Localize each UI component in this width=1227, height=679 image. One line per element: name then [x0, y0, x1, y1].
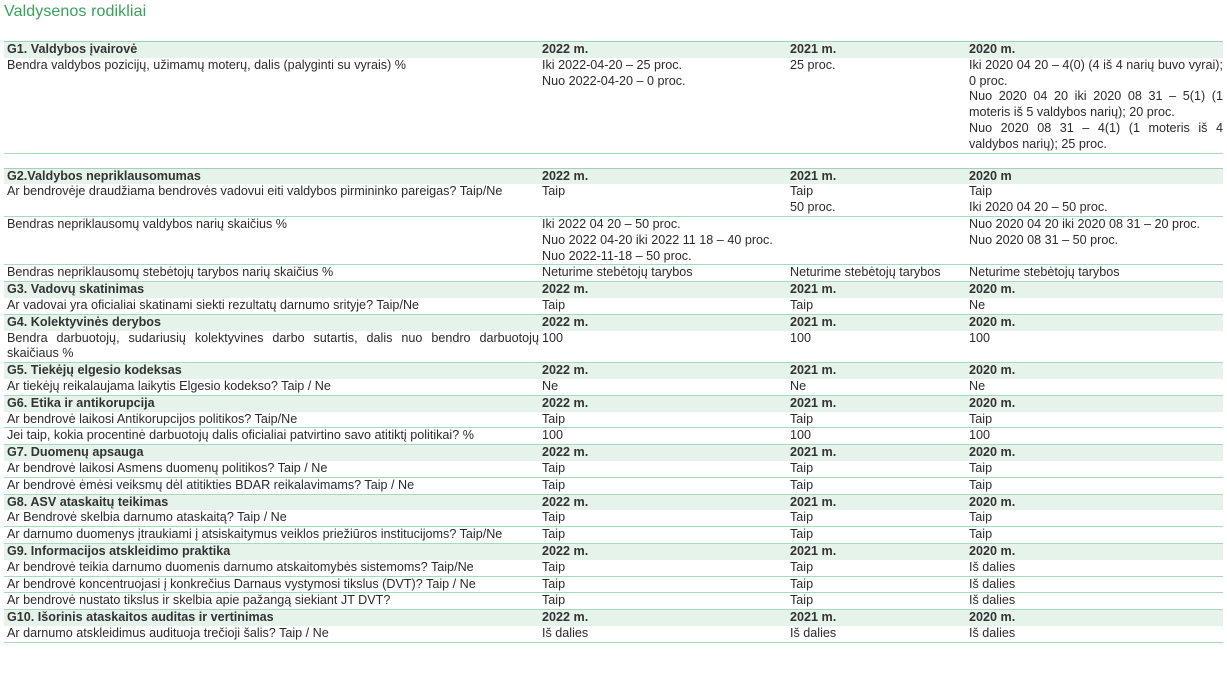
value-cell-y2020 — [966, 626, 1223, 642]
section-header-row — [4, 395, 1223, 411]
value-cell-y2021 — [787, 216, 966, 264]
indicator-question: Ar bendrovė laikosi Asmens duomenų politikos? Taip / Ne — [4, 461, 539, 477]
value-cell-y2022 — [539, 184, 787, 216]
value-cell-y2022 — [539, 461, 787, 477]
value-cell-y2020 — [966, 527, 1223, 544]
value-line: Iki 2022-04-20 – 25 proc. — [542, 57, 683, 72]
section-header-row — [4, 314, 1223, 330]
value-cell-y2022 — [539, 527, 787, 544]
year-header: 2022 m. — [539, 494, 787, 510]
indicator-question: Bendras nepriklausomų valdybos narių skaičius % — [4, 216, 539, 264]
indicator-question: Bendra valdybos pozicijų, užimamų moterų, dalis (palyginti su vyrais) % — [4, 58, 539, 153]
value-line: Neturime stebėtojų tarybos — [790, 265, 941, 280]
value-cell-y2020 — [966, 576, 1223, 593]
table-row — [4, 510, 1223, 526]
indicator-question: Ar bendrovė laikosi Antikorupcijos politikos? Taip/Ne — [4, 412, 539, 428]
value-line: Taip — [542, 559, 566, 574]
value-line: Taip — [542, 593, 566, 608]
value-line: Taip — [969, 527, 993, 542]
year-header: 2021 m. — [787, 363, 966, 379]
year-header: 2021 m. — [787, 282, 966, 298]
spacer-cell — [539, 153, 787, 168]
indicator-question: Ar bendrovėje draudžiama bendrovės vadovui eiti valdybos pirmininko pareigas? Taip/Ne — [4, 184, 539, 216]
value-cell-y2020 — [966, 58, 1223, 153]
table-row — [4, 461, 1223, 477]
value-line: Iki 2022 04 20 – 50 proc. — [542, 216, 681, 231]
value-cell-y2021 — [787, 527, 966, 544]
section-title: G5. Tiekėjų elgesio kodeksas — [4, 363, 539, 379]
value-cell-y2020 — [966, 428, 1223, 445]
year-header: 2022 m. — [539, 314, 787, 330]
year-header: 2021 m. — [787, 610, 966, 626]
value-cell-y2022 — [539, 331, 787, 363]
value-cell-y2020 — [966, 560, 1223, 576]
value-cell-y2021 — [787, 593, 966, 610]
year-header: 2021 m. — [787, 42, 966, 58]
value-line: 50 proc. — [790, 200, 836, 215]
spacer-cell — [4, 153, 539, 168]
section-header-row — [4, 42, 1223, 58]
indicator-question: Ar bendrovė teikia darnumo duomenis darnumo atskaitomybės sistemoms? Taip/Ne — [4, 560, 539, 576]
value-line: Ne — [790, 378, 807, 393]
value-line: Iš dalies — [969, 559, 1016, 574]
year-header: 2020 m — [966, 168, 1223, 184]
section-title: G1. Valdybos įvairovė — [4, 42, 539, 58]
value-line: Taip — [542, 527, 566, 542]
section-header-row — [4, 445, 1223, 461]
value-cell-y2022 — [539, 626, 787, 642]
year-header: 2022 m. — [539, 42, 787, 58]
section-header-row — [4, 363, 1223, 379]
value-line: Taip — [542, 411, 566, 426]
table-row — [4, 331, 1223, 363]
value-cell-y2020 — [966, 331, 1223, 363]
value-line: 100 — [969, 330, 991, 345]
year-header: 2020 m. — [966, 494, 1223, 510]
value-line: Iš dalies — [969, 593, 1016, 608]
value-cell-y2020 — [966, 593, 1223, 610]
value-cell-y2020 — [966, 510, 1223, 526]
value-cell-y2021 — [787, 184, 966, 216]
indicator-question: Ar vadovai yra oficialiai skatinami siekti rezultatų darnumo srityje? Taip/Ne — [4, 298, 539, 314]
value-cell-y2022 — [539, 216, 787, 264]
value-line: Taip — [790, 510, 814, 525]
value-line: Taip — [969, 477, 993, 492]
value-cell-y2022 — [539, 379, 787, 395]
value-line: Taip — [790, 460, 814, 475]
table-row — [4, 298, 1223, 314]
value-line: 100 — [542, 330, 564, 345]
value-cell-y2022 — [539, 560, 787, 576]
value-line: Taip — [790, 527, 814, 542]
section-title: G2.Valdybos nepriklausomumas — [4, 168, 539, 184]
value-cell-y2021 — [787, 560, 966, 576]
value-line: 100 — [790, 428, 812, 443]
value-line: Nuo 2020 08 31 – 50 proc. — [969, 232, 1119, 247]
value-cell-y2022 — [539, 298, 787, 314]
value-line: Taip — [790, 559, 814, 574]
value-cell-y2021 — [787, 331, 966, 363]
value-line: Neturime stebėtojų tarybos — [969, 265, 1120, 280]
value-line: Taip — [790, 184, 814, 199]
section-header-row — [4, 494, 1223, 510]
value-line: Taip — [969, 411, 993, 426]
table-row — [4, 527, 1223, 544]
value-line: Taip — [969, 460, 993, 475]
indicator-question: Jei taip, kokia procentinė darbuotojų dalis oficialiai patvirtino savo atitiktį politikai? % — [4, 428, 539, 445]
value-cell-y2021 — [787, 379, 966, 395]
indicator-question: Ar darnumo atskleidimus audituoja trečioji šalis? Taip / Ne — [4, 626, 539, 642]
indicator-question: Bendra darbuotojų, sudariusių kolektyvines darbo sutartis, dalis nuo bendro darbuotojų skaičiaus % — [4, 331, 539, 363]
section-spacer — [4, 153, 1223, 168]
section-header-row — [4, 543, 1223, 559]
value-line: Iki 2020 04 20 – 4(0) (4 iš 4 narių buvo vyrai); 0 proc. — [969, 57, 1223, 88]
value-line: Taip — [790, 297, 814, 312]
governance-indicators-table — [4, 41, 1223, 643]
section-header-row — [4, 168, 1223, 184]
indicator-question: Ar Bendrovė skelbia darnumo ataskaitą? Taip / Ne — [4, 510, 539, 526]
value-cell-y2020 — [966, 379, 1223, 395]
value-cell-y2021 — [787, 265, 966, 282]
year-header: 2021 m. — [787, 445, 966, 461]
value-line: Iš dalies — [542, 625, 589, 640]
value-line: Nuo 2022-04-20 – 0 proc. — [542, 73, 686, 88]
value-cell-y2021 — [787, 298, 966, 314]
indicator-question: Ar bendrovė nustato tikslus ir skelbia apie pažangą siekiant JT DVT? — [4, 593, 539, 610]
value-cell-y2021 — [787, 461, 966, 477]
value-line: Taip — [542, 510, 566, 525]
table-row — [4, 626, 1223, 642]
year-header: 2022 m. — [539, 610, 787, 626]
indicator-question: Ar tiekėjų reikalaujama laikytis Elgesio kodekso? Taip / Ne — [4, 379, 539, 395]
value-cell-y2022 — [539, 593, 787, 610]
value-cell-y2020 — [966, 412, 1223, 428]
value-cell-y2021 — [787, 477, 966, 494]
section-title: G10. Išorinis ataskaitos auditas ir vertinimas — [4, 610, 539, 626]
year-header: 2021 m. — [787, 494, 966, 510]
value-line: Neturime stebėtojų tarybos — [542, 265, 693, 280]
value-line: Ne — [969, 378, 986, 393]
value-line: Nuo 2022 04-20 iki 2022 11 18 – 40 proc. — [542, 232, 773, 247]
value-line: Taip — [790, 477, 814, 492]
value-line: 25 proc. — [790, 57, 836, 72]
value-line: Taip — [542, 460, 566, 475]
year-header: 2020 m. — [966, 395, 1223, 411]
value-line: Taip — [790, 593, 814, 608]
table-row — [4, 560, 1223, 576]
year-header: 2022 m. — [539, 543, 787, 559]
section-header-row — [4, 282, 1223, 298]
value-cell-y2022 — [539, 265, 787, 282]
indicator-question: Ar darnumo duomenys įtraukiami į atsiskaitymus veiklos priežiūros institucijoms? Taip/Ne — [4, 527, 539, 544]
value-cell-y2021 — [787, 428, 966, 445]
year-header: 2020 m. — [966, 543, 1223, 559]
value-cell-y2020 — [966, 477, 1223, 494]
section-title: G3. Vadovų skatinimas — [4, 282, 539, 298]
value-cell-y2021 — [787, 626, 966, 642]
indicator-question: Bendras nepriklausomų stebėtojų tarybos narių skaičius % — [4, 265, 539, 282]
year-header: 2022 m. — [539, 363, 787, 379]
table-row — [4, 428, 1223, 445]
table-row — [4, 593, 1223, 610]
year-header: 2022 m. — [539, 395, 787, 411]
value-line: Taip — [542, 477, 566, 492]
value-line: Iš dalies — [790, 625, 837, 640]
value-cell-y2020 — [966, 298, 1223, 314]
table-row — [4, 265, 1223, 282]
indicator-question: Ar bendrovė koncentruojasi į konkrečius Darnaus vystymosi tikslus (DVT)? Taip / Ne — [4, 576, 539, 593]
value-line: Iš dalies — [969, 576, 1016, 591]
value-cell-y2022 — [539, 58, 787, 153]
value-cell-y2021 — [787, 576, 966, 593]
value-cell-y2022 — [539, 576, 787, 593]
year-header: 2022 m. — [539, 282, 787, 298]
value-line: Nuo 2022-11-18 – 50 proc. — [542, 248, 692, 263]
value-cell-y2021 — [787, 510, 966, 526]
value-cell-y2021 — [787, 412, 966, 428]
table-row — [4, 576, 1223, 593]
value-line: Taip — [542, 184, 566, 199]
table-body — [4, 42, 1223, 643]
year-header: 2020 m. — [966, 610, 1223, 626]
year-header: 2021 m. — [787, 395, 966, 411]
year-header: 2020 m. — [966, 282, 1223, 298]
year-header: 2022 m. — [539, 445, 787, 461]
value-line: Nuo 2020 04 20 iki 2020 08 31 – 5(1) (1 moteris iš 5 valdybos narių); 20 proc. — [969, 89, 1223, 120]
year-header: 2021 m. — [787, 168, 966, 184]
table-row — [4, 379, 1223, 395]
value-line: Taip — [969, 184, 993, 199]
year-header: 2020 m. — [966, 363, 1223, 379]
value-line: Iki 2020 04 20 – 50 proc. — [969, 200, 1108, 215]
value-line: 100 — [542, 428, 564, 443]
year-header: 2021 m. — [787, 314, 966, 330]
value-line: Taip — [790, 576, 814, 591]
value-line: 100 — [969, 428, 991, 443]
value-line: Ne — [542, 378, 559, 393]
spacer-cell — [966, 153, 1223, 168]
section-title: G6. Etika ir antikorupcija — [4, 395, 539, 411]
value-cell-y2022 — [539, 477, 787, 494]
value-line: Taip — [542, 297, 566, 312]
value-cell-y2020 — [966, 216, 1223, 264]
value-line: Taip — [542, 576, 566, 591]
section-title: G9. Informacijos atskleidimo praktika — [4, 543, 539, 559]
value-line: Taip — [969, 510, 993, 525]
indicator-question: Ar bendrovė ėmėsi veiksmų dėl atitikties BDAR reikalavimams? Taip / Ne — [4, 477, 539, 494]
value-cell-y2022 — [539, 412, 787, 428]
table-row — [4, 412, 1223, 428]
value-line: Iš dalies — [969, 625, 1016, 640]
value-cell-y2021 — [787, 58, 966, 153]
value-cell-y2022 — [539, 428, 787, 445]
value-line: 100 — [790, 330, 812, 345]
value-cell-y2020 — [966, 461, 1223, 477]
table-row — [4, 58, 1223, 153]
year-header: 2021 m. — [787, 543, 966, 559]
page-title: Valdysenos rodikliai — [4, 3, 147, 20]
value-line: Ne — [969, 297, 986, 312]
section-title: G7. Duomenų apsauga — [4, 445, 539, 461]
section-title: G8. ASV ataskaitų teikimas — [4, 494, 539, 510]
value-line: Nuo 2020 08 31 – 4(1) (1 moteris iš 4 valdybos narių); 25 proc. — [969, 120, 1223, 151]
year-header: 2020 m. — [966, 42, 1223, 58]
year-header: 2022 m. — [539, 168, 787, 184]
value-cell-y2020 — [966, 184, 1223, 216]
value-cell-y2022 — [539, 510, 787, 526]
spacer-cell — [787, 153, 966, 168]
value-cell-y2020 — [966, 265, 1223, 282]
table-row — [4, 184, 1223, 216]
section-header-row — [4, 610, 1223, 626]
table-row — [4, 477, 1223, 494]
value-line: Taip — [790, 411, 814, 426]
year-header: 2020 m. — [966, 445, 1223, 461]
section-title: G4. Kolektyvinės derybos — [4, 314, 539, 330]
table-row — [4, 216, 1223, 264]
value-line: Nuo 2020 04 20 iki 2020 08 31 – 20 proc. — [969, 216, 1201, 231]
year-header: 2020 m. — [966, 314, 1223, 330]
